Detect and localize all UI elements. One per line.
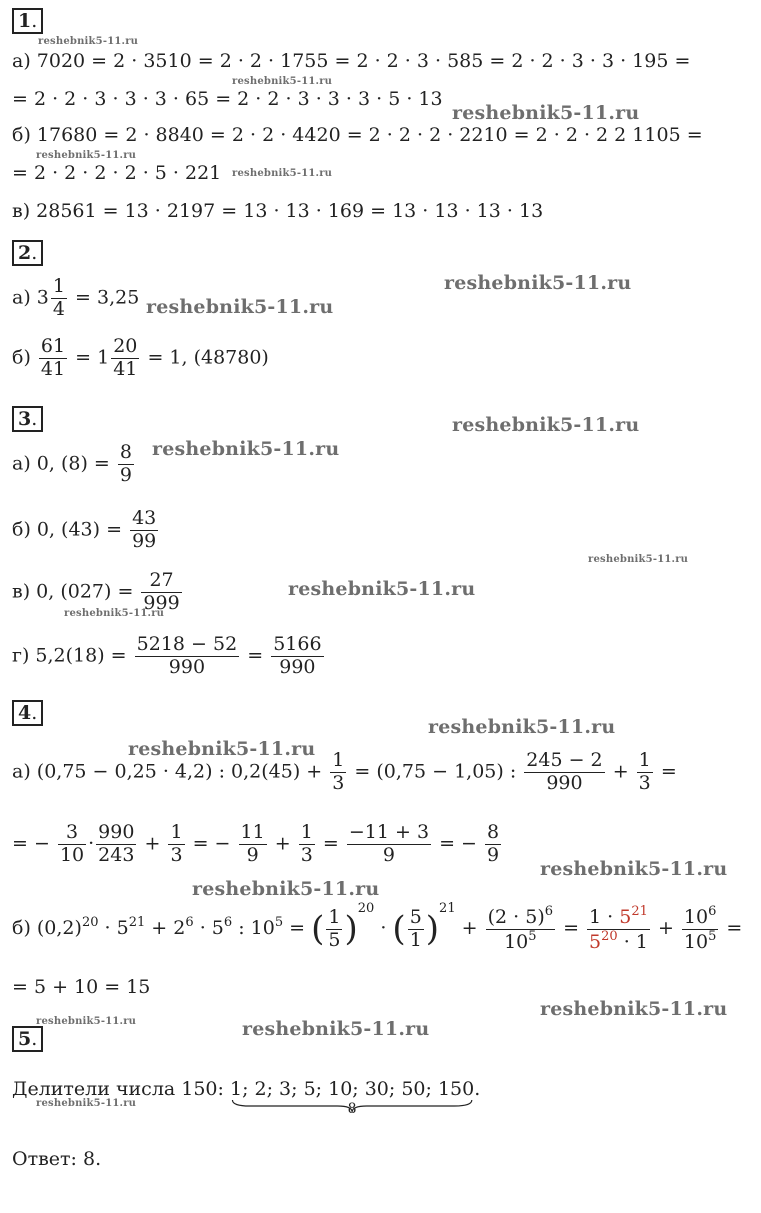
numerator: 8 [119,441,132,463]
numerator: 5166 [273,633,322,655]
exponent: 5 [274,915,284,930]
numerator: 1 [332,749,345,771]
plus: + [657,917,674,939]
denominator: 4 [52,297,65,320]
section-number-dot: . [31,1028,38,1050]
exponent: 6 [185,915,194,930]
watermark: reshebnik5-11.ru [288,578,476,600]
watermark: reshebnik5-11.ru [242,1018,430,1040]
s1-line-b1: б) 17680 = 2 · 8840 = 2 · 2 · 4420 = 2 · 2 · 2 · 2210 = 2 · 2 · 2 2 1105 = [12,124,703,146]
s4-b1-frac-q [486,905,555,954]
s4-a1-frac-1 [330,750,346,795]
numerator: 27 [141,570,181,593]
watermark: reshebnik5-11.ru [192,878,380,900]
exponent: 6 [708,903,717,919]
plus: + [274,832,291,855]
denominator: 243 [98,843,135,866]
denominator: 3 [638,771,651,794]
numerator: 8 [487,821,500,843]
section-number-text: 2 [18,242,32,264]
denominator-coef: · 1 [617,930,648,953]
equals: = [726,917,743,939]
section-number-dot: . [31,702,38,724]
numerator: 61 [40,335,66,357]
s2-line-b [12,336,269,381]
s4-a2-start: = − [12,832,50,855]
s4-b1-term: + 2 [151,917,186,939]
s1-line-a1: а) 7020 = 2 · 3510 = 2 · 2 · 1755 = 2 · 2 · 3 · 585 = 2 · 2 · 3 · 3 · 195 = [12,50,691,72]
s4-a2-frac-1 [58,822,86,867]
equals: = [322,832,339,855]
s2-b-label: б) [12,346,31,369]
s4-a2-frac-4 [239,822,267,867]
section-number-dot: . [31,242,38,264]
exponent: 21 [631,903,648,919]
watermark: reshebnik5-11.ru [232,168,333,179]
equals: = [660,760,677,783]
s5-divisor-values: 1; 2; 3; 5; 10; 30; 50; 150 [229,1078,475,1100]
equals: = [289,917,306,939]
denominator: 990 [279,655,316,678]
watermark: reshebnik5-11.ru [444,272,632,294]
denominator: 3 [332,771,345,794]
open-paren: ( [311,909,325,949]
watermark: reshebnik5-11.ru [36,150,137,161]
s2-a-fraction [51,276,67,321]
exponent: 6 [544,903,554,919]
watermark: reshebnik5-11.ru [64,608,165,619]
numerator-base-red: 5 [619,905,632,928]
plus: + [461,917,478,939]
watermark: reshebnik5-11.ru [38,36,139,47]
s1-line-b2: = 2 · 2 · 2 · 2 · 5 · 221 [12,162,222,184]
s3-d-fraction-2 [271,634,323,679]
exponent: 20 [81,915,99,930]
denominator: 990 [546,771,583,794]
exponent: 21 [128,915,146,930]
numerator: 245 − 2 [526,749,603,771]
watermark: reshebnik5-11.ru [146,296,334,318]
s3-d-fraction-1 [135,634,240,679]
exponent: 21 [439,901,456,916]
s3-c-left: в) 0, (027) = [12,580,134,603]
watermark: reshebnik5-11.ru [232,76,333,87]
section-number-dot: . [31,10,38,32]
numerator: 1 [638,749,651,771]
watermark: reshebnik5-11.ru [128,738,316,760]
numerator: 1 [300,821,313,843]
denominator: 9 [487,843,500,866]
s4-b1-frac-r [587,905,650,954]
close-paren: ) [425,909,440,949]
s3-d-left: г) 5,2(18) = [12,644,127,667]
denominator: 3 [300,843,313,866]
s4-line-b1 [12,902,742,953]
s2-b-mid: = 1 [75,346,110,369]
times: · [88,832,95,855]
denominator: 41 [40,357,66,380]
denominator: 1 [409,928,422,951]
denominator: 999 [143,591,180,614]
s3-a-fraction [118,442,134,487]
section-number-dot: . [31,408,38,430]
watermark: reshebnik5-11.ru [540,998,728,1020]
numerator: 990 [98,821,135,843]
numerator [486,905,555,930]
s4-a1-frac-3 [637,750,653,795]
s3-line-a [12,442,136,487]
s4-line-a2 [12,822,503,867]
section-number-text: 4 [18,702,32,724]
s4-b1-frac-s [682,905,718,954]
s3-a-left: а) 0, (8) = [12,452,110,475]
denominator-base: 10 [504,930,529,953]
numerator: 20 [113,335,138,357]
period: . [474,1078,481,1100]
s4-b1-term: · 5 [199,917,224,939]
exponent: 20 [357,901,375,916]
numerator: 5218 − 52 [136,633,238,655]
numerator: 11 [240,821,265,843]
plus: + [144,832,161,855]
section-number-text: 5 [18,1028,32,1050]
numerator: −11 + 3 [348,821,430,843]
s4-a2-frac-2 [96,822,136,867]
numerator [682,905,718,930]
denominator-base-red: 5 [589,930,602,953]
denominator [587,930,650,954]
denominator [682,930,718,954]
s4-a1-mid: = (0,75 − 1,05) : [354,760,517,783]
denominator: 9 [382,843,395,866]
s5-label: Делители числа 150: [12,1078,224,1100]
s4-a2-frac-3 [168,822,184,867]
numerator-base: 10 [683,905,709,928]
exponent: 20 [601,928,618,944]
denominator: 5 [328,928,341,951]
exponent: 5 [528,928,537,944]
numerator: 1 [328,905,341,928]
equals: = [247,644,264,667]
open-paren: ( [392,909,406,949]
section-number-text: 1 [18,10,32,32]
numerator-base: (2 · 5) [487,905,545,928]
times: · [380,917,387,939]
s4-b1-frac-p2 [408,907,424,952]
s2-line-a [12,276,139,321]
s4-b1-base: б) (0,2) [12,917,82,939]
watermark: reshebnik5-11.ru [36,1016,137,1027]
s4-b1-term: : 10 [238,917,275,939]
equals-minus: = − [439,832,477,855]
denominator-base: 10 [683,930,709,953]
numerator: 3 [58,822,86,845]
s4-a1-frac-2 [524,750,604,795]
denominator: 9 [119,463,132,486]
close-paren: ) [344,909,358,949]
s2-a-result: = 3,25 [75,286,140,309]
denominator: 9 [246,843,259,866]
section-number-3 [12,406,43,432]
s1-line-a2: = 2 · 2 · 3 · 3 · 3 · 65 = 2 · 2 · 3 · 3 · 3 · 5 · 13 [12,88,443,110]
s4-b1-term: · 5 [104,917,129,939]
exponent: 6 [223,915,233,930]
section-number-5 [12,1026,43,1052]
s3-line-d [12,634,326,679]
watermark: reshebnik5-11.ru [452,414,640,436]
numerator [587,905,650,930]
s4-a1-left: а) (0,75 − 0,25 · 4,2) : 0,2(45) + [12,760,323,783]
watermark: reshebnik5-11.ru [428,716,616,738]
s2-b-fraction-2 [111,336,139,381]
numerator: 5 [409,905,422,928]
denominator [486,930,555,954]
denominator: 99 [132,529,157,552]
s4-b1-frac-p1 [326,907,342,952]
plus: + [612,760,629,783]
section-number-text: 3 [18,408,32,430]
equals-minus: = − [192,832,231,855]
s5-answer: Ответ: 8. [12,1148,102,1170]
s5-divisor-list [229,1078,475,1117]
numerator: 1 [170,821,183,843]
s4-a2-frac-7 [485,822,501,867]
numerator: 1 [52,275,65,297]
exponent: 5 [708,928,717,944]
s2-b-result: = 1, (48780) [147,346,269,369]
numerator: 43 [132,507,157,529]
denominator: 3 [170,843,183,866]
section-number-4 [12,700,43,726]
s5-divisor-count: 8 [347,1101,357,1117]
s4-a2-frac-6 [347,822,431,867]
watermark: reshebnik5-11.ru [152,438,340,460]
watermark: reshebnik5-11.ru [36,1098,137,1109]
s2-a-whole: а) 3 [12,286,49,309]
watermark: reshebnik5-11.ru [588,554,689,565]
s2-b-fraction-1 [39,336,67,381]
s4-line-a1 [12,750,677,795]
s3-b-left: б) 0, (43) = [12,518,123,541]
numerator-coef: 1 · [589,905,620,928]
watermark: reshebnik5-11.ru [540,858,728,880]
s1-line-c: в) 28561 = 13 · 2197 = 13 · 13 · 169 = 13 · 13 · 13 · 13 [12,200,544,222]
section-number-1 [12,8,43,34]
denominator: 10 [59,843,85,866]
s3-line-b [12,508,160,553]
section-number-2 [12,240,43,266]
watermark: reshebnik5-11.ru [452,102,640,124]
equals: = [563,917,579,939]
s4-line-b2: = 5 + 10 = 15 [12,976,151,998]
s3-b-fraction [130,508,158,553]
s4-a2-frac-5 [299,822,315,867]
denominator: 41 [113,357,138,380]
denominator: 990 [168,655,206,678]
